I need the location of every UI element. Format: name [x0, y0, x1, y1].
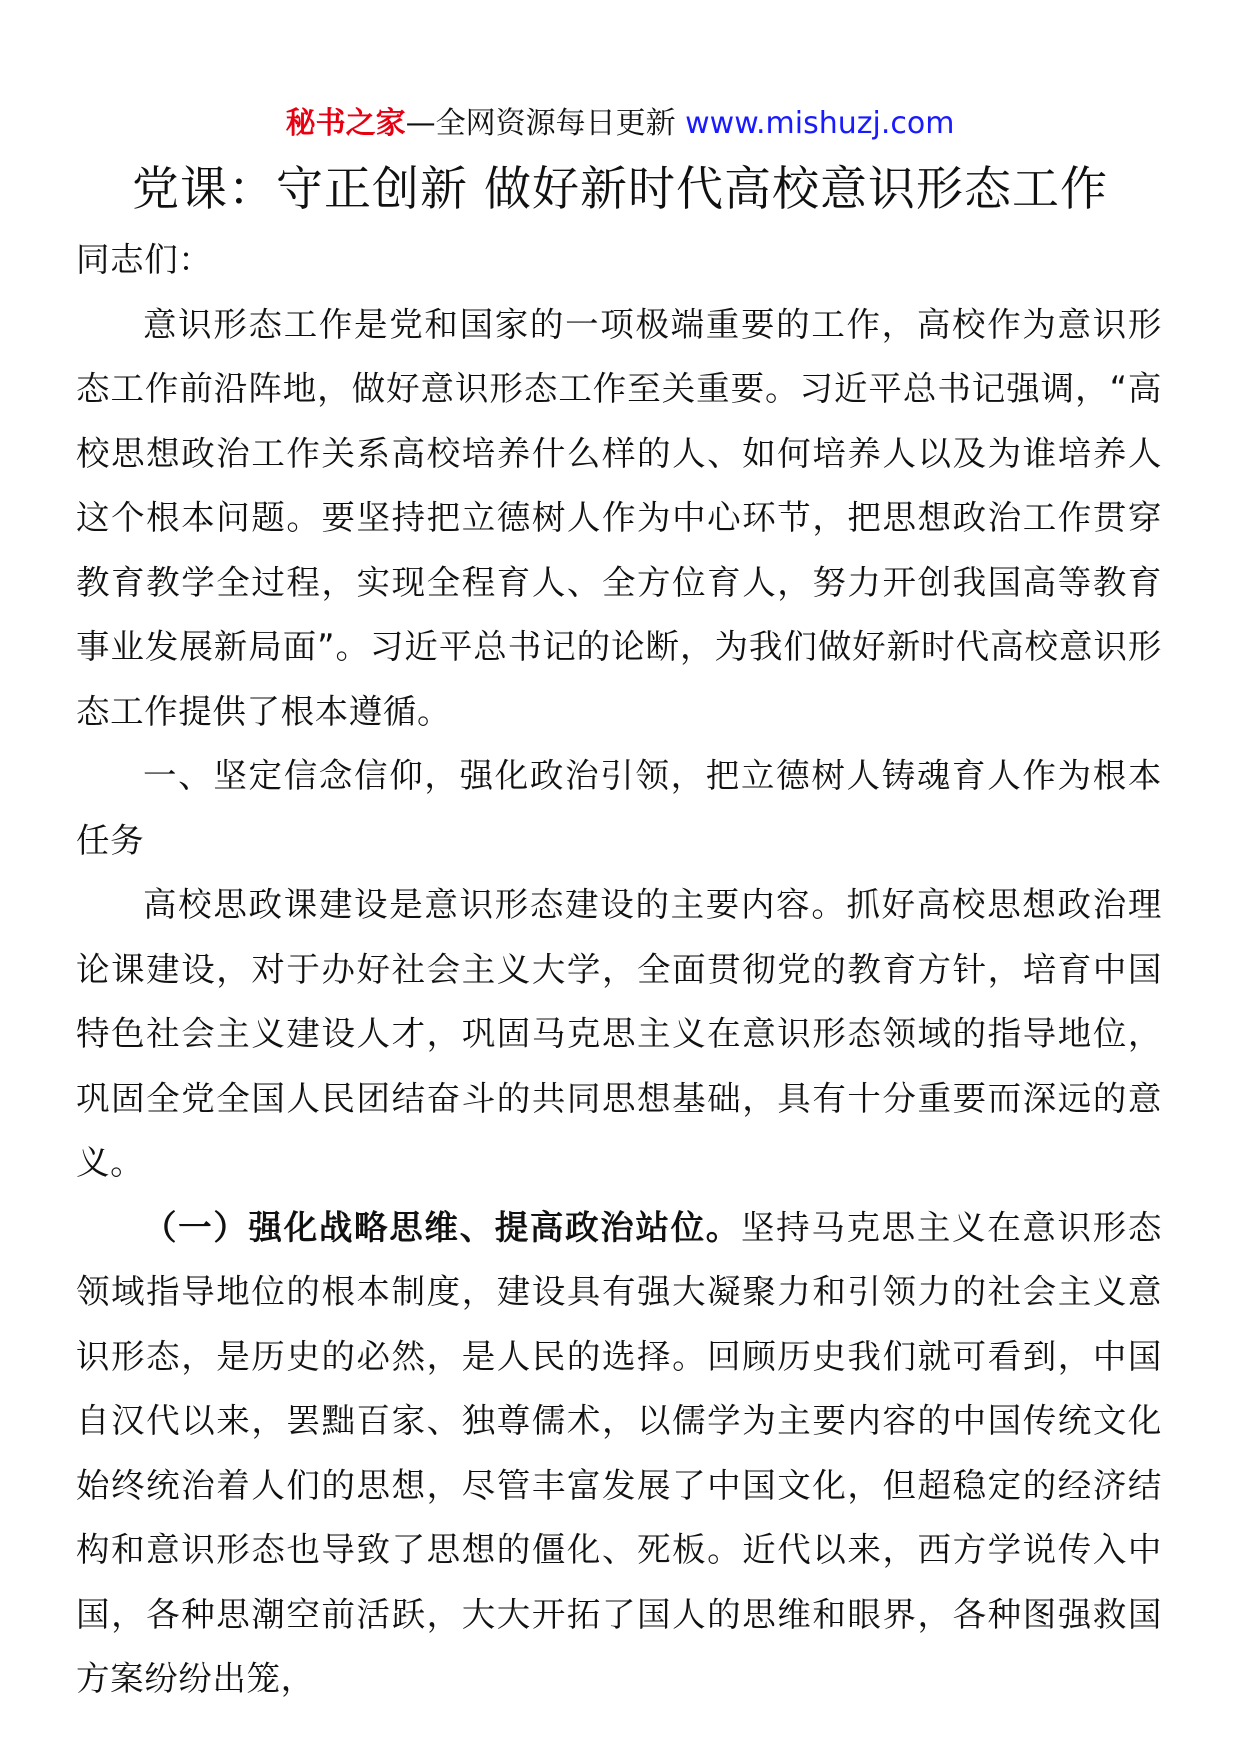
- brand-name: 秘书之家: [285, 106, 406, 141]
- paragraph-subsection-1: [76, 1196, 1162, 1712]
- document-title: 党课：守正创新 做好新时代高校意识形态工作: [132, 162, 1108, 217]
- site-url-link[interactable]: www.mishuzj.com: [685, 106, 955, 141]
- header-tagline: —全网资源每日更新: [405, 106, 676, 141]
- paragraph-section-1: 高校思政课建设是意识形态建设的主要内容。抓好高校思想政治理论课建设，对于办好社会主义大学，全面贯彻党的教育方针，培育中国特色社会主义建设人才，巩固马克思主义在意识形态领域的指导地位，巩固全党全国人民团结奋斗的共同思想基础，具有十分重要而深远的意义。: [76, 885, 1162, 1182]
- salutation: 同志们：: [76, 240, 213, 279]
- section-heading-1: 一、坚定信念信仰，强化政治引领，把立德树人铸魂育人作为根本任务: [76, 756, 1162, 860]
- subsection-heading: （一）强化战略思维、提高政治站位。: [143, 1207, 741, 1247]
- document-body: [76, 228, 1162, 1712]
- subsection-text: 坚持马克思主义在意识形态领域指导地位的根本制度，建设具有强大凝聚力和引领力的社会主义意识形态，是历史的必然，是人民的选择。回顾历史我们就可看到，中国自汉代以来，罢黜百家、独尊儒术，以儒学为主要内容的中国传统文化始终统治着人们的思想，尽管丰富发展了中国文化，但超稳定的经济结构和意识形态也导致了思想的僵化、死板。近代以来，西方学说传入中国，各种思潮空前活跃，大大开拓了国人的思维和眼界，各种图强救国方案纷纷出笼，: [76, 1207, 1163, 1698]
- site-header: [0, 104, 1240, 144]
- paragraph-intro: 意识形态工作是党和国家的一项极端重要的工作，高校作为意识形态工作前沿阵地，做好意识形态工作至关重要。习近平总书记强调，“高校思想政治工作关系高校培养什么样的人、如何培养人以及为谁培养人这个根本问题。要坚持把立德树人作为中心环节，把思想政治工作贯穿教育教学全过程，实现全程育人、全方位育人，努力开创我国高等教育事业发展新局面”。习近平总书记的论断，为我们做好新时代高校意识形态工作提供了根本遵循。: [76, 304, 1162, 731]
